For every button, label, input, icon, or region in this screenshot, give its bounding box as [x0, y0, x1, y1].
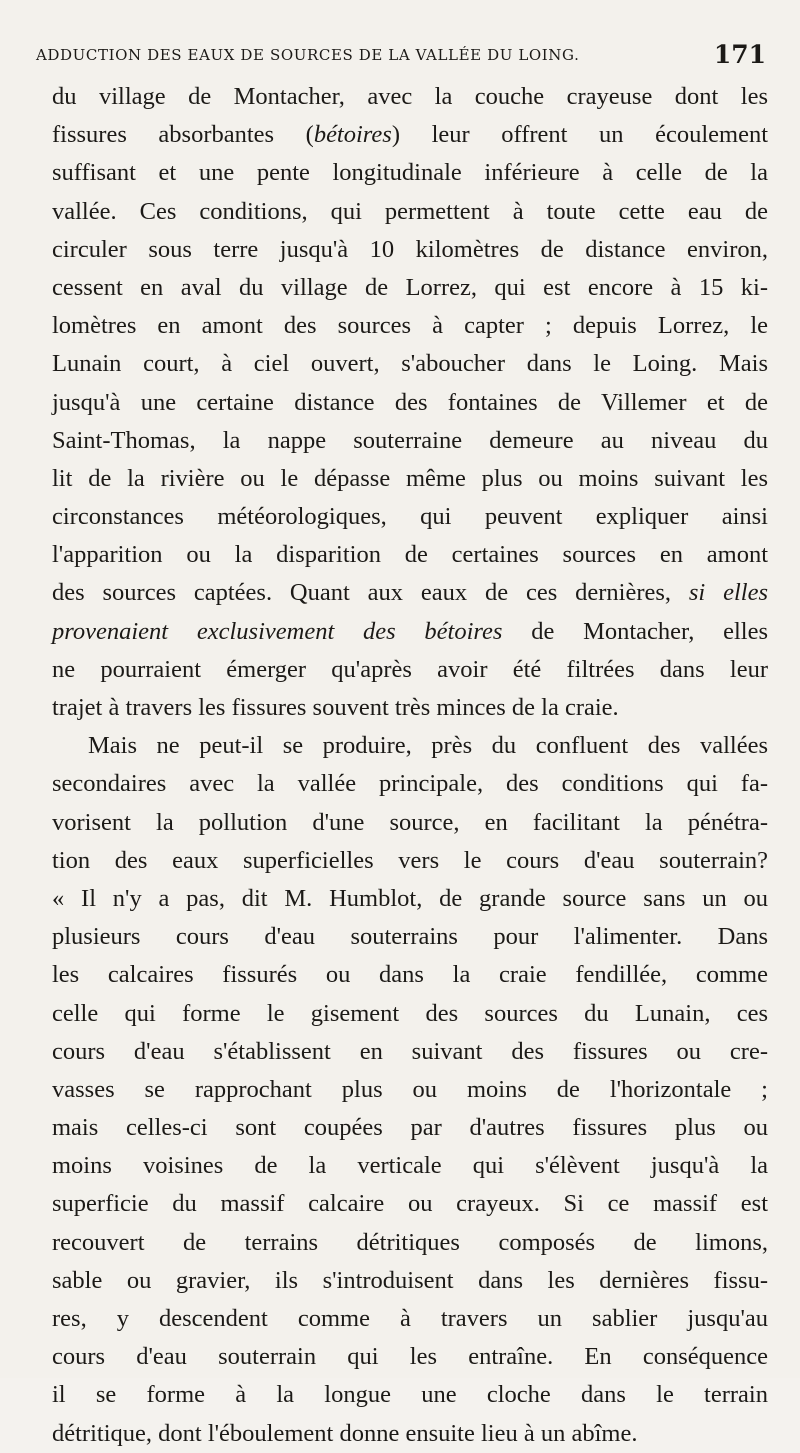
text-line: res, y descendent comme à travers un sablier jusqu'au: [52, 1305, 768, 1332]
text-line: circuler sous terre jusqu'à 10 kilomètres de distance environ,: [52, 235, 768, 263]
text-line: superficie du massif calcaire ou crayeux. Si ce massif est: [52, 1190, 768, 1218]
text-line: suffisant et une pente longitudinale inférieure à celle de la: [52, 159, 768, 187]
text-line: jusqu'à une certaine distance des fontaines de Villemer et de: [52, 388, 768, 416]
text-line: l'apparition ou la disparition de certaines sources en amont: [52, 541, 768, 569]
page-header: [36, 38, 766, 74]
text-line: détritique, dont l'éboulement donne ensuite lieu à un abîme.: [52, 1419, 638, 1447]
text-line: vallée. Ces conditions, qui permettent à toute cette eau de: [52, 197, 768, 225]
text-line: plusieurs cours d'eau souterrains pour l'alimenter. Dans: [52, 923, 768, 951]
text-line: lit de la rivière ou le dépasse même plus ou moins suivant les: [52, 464, 768, 492]
text-line: cours d'eau souterrain qui les entraîne. En conséquence: [52, 1343, 768, 1371]
text-line: sable ou gravier, ils s'introduisent dans les dernières fissu-: [52, 1266, 768, 1294]
text-line: circonstances météorologiques, qui peuvent expliquer ainsi: [52, 503, 768, 531]
text-line: provenaient exclusivement des bétoires de Montacher, elles: [52, 617, 768, 645]
text-line: secondaires avec la vallée principale, des conditions qui fa-: [52, 770, 768, 798]
text-line: vasses se rapprochant plus ou moins de l'horizontale ;: [52, 1075, 768, 1103]
text-line: fissures absorbantes (bétoires) leur offrent un écoulement: [52, 121, 768, 149]
text-line: Mais ne peut-il se produire, près du confluent des vallées: [88, 732, 768, 760]
text-line: il se forme à la longue une cloche dans le terrain: [52, 1381, 768, 1409]
text-line: Lunain court, à ciel ouvert, s'aboucher dans le Loing. Mais: [52, 350, 768, 378]
text-line: Saint-Thomas, la nappe souterraine demeure au niveau du: [52, 426, 768, 454]
text-line: moins voisines de la verticale qui s'élèvent jusqu'à la: [52, 1152, 768, 1180]
running-title: ADDUCTION DES EAUX DE SOURCES DE LA VALLÉE DU LOING.: [36, 46, 580, 64]
text-line: les calcaires fissurés ou dans la craie fendillée, comme: [52, 961, 768, 989]
text-line: « Il n'y a pas, dit M. Humblot, de grande source sans un ou: [52, 884, 768, 912]
text-line: des sources captées. Quant aux eaux de ces dernières, si elles: [52, 579, 768, 607]
text-line: tion des eaux superficielles vers le cours d'eau souterrain?: [52, 846, 768, 874]
text-line: du village de Montacher, avec la couche crayeuse dont les: [52, 83, 768, 110]
text-line: mais celles-ci sont coupées par d'autres fissures plus ou: [52, 1114, 768, 1142]
page-number: 171: [713, 40, 766, 69]
text-line: cours d'eau s'établissent en suivant des fissures ou cre-: [52, 1037, 768, 1065]
text-line: lomètres en amont des sources à capter ; depuis Lorrez, le: [52, 312, 768, 340]
body-text: [52, 78, 768, 1453]
text-line: recouvert de terrains détritiques composés de limons,: [52, 1228, 768, 1256]
text-line: ne pourraient émerger qu'après avoir été filtrées dans leur: [52, 655, 768, 683]
text-line: cessent en aval du village de Lorrez, qui est encore à 15 ki-: [52, 273, 768, 301]
text-line: vorisent la pollution d'une source, en facilitant la pénétra-: [52, 808, 768, 836]
text-line: trajet à travers les fissures souvent très minces de la craie.: [52, 694, 619, 721]
text-line: celle qui forme le gisement des sources du Lunain, ces: [52, 999, 768, 1027]
